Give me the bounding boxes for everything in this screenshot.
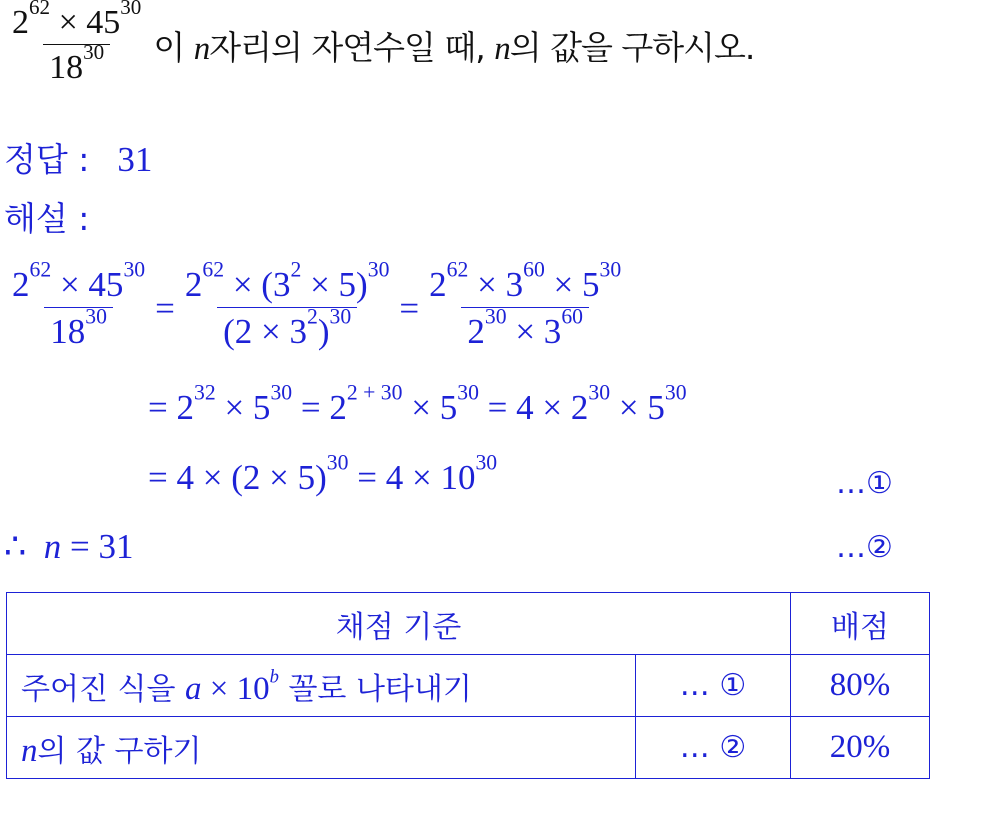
rubric-header-points: 배점 [791, 593, 930, 655]
rubric-ref-1: … ① [636, 655, 791, 717]
solution-step-3: = $4 \times (2 \times 5)^{30} = 4 \times 10^{30}$ [148, 450, 498, 497]
solution-conclusion: ∴ n = 31 [4, 527, 134, 566]
step-mark-2: …② [836, 530, 893, 565]
problem-statement [6, 0, 755, 87]
rubric-header-criteria: 채점 기준 [7, 593, 791, 655]
rubric-points-1: 80% [791, 655, 930, 717]
problem-fraction: $\frac{2^{62} \times 45^{30}}{18^{30}}$ [12, 0, 142, 86]
problem-text: 이 n자리의 자연수일 때, n의 값을 구하시오. [153, 28, 755, 67]
solution-label: 해설 : [4, 199, 90, 238]
rubric-ref-2: … ② [636, 717, 791, 779]
rubric-criteria-2: n의 값 구하기 [7, 717, 636, 779]
answer-value: 31 [117, 140, 153, 179]
grading-rubric-table [6, 592, 930, 779]
rubric-points-2: 20% [791, 717, 930, 779]
solution-step-1: $\frac{2^{62} \times 45^{30}}{18^{30}}$ = $\frac{2^{62} \times (3^2 \times 5)^{30}}{(2 \times 3^2)^{30}}$ = $\frac{2^{62} \times 3^{60} \times 5^{30}}{2^{30} \times 3^{60}}$ [12, 257, 622, 351]
rubric-row [7, 717, 930, 779]
answer-label: 정답 : [4, 140, 90, 179]
rubric-header-row [7, 593, 930, 655]
rubric-row [7, 655, 930, 717]
step-mark-1: …① [836, 466, 893, 501]
answer-line [4, 134, 152, 181]
rubric-criteria-1: 주어진 식을 $a \times 10^b$ 꼴로 나타내기 [7, 655, 636, 717]
solution-step-2: = $2^{32} \times 5^{30} = 2^{2 + 30} \times 5^{30} = 4 \times 2^{30} \times 5^{30}$ [148, 380, 687, 427]
